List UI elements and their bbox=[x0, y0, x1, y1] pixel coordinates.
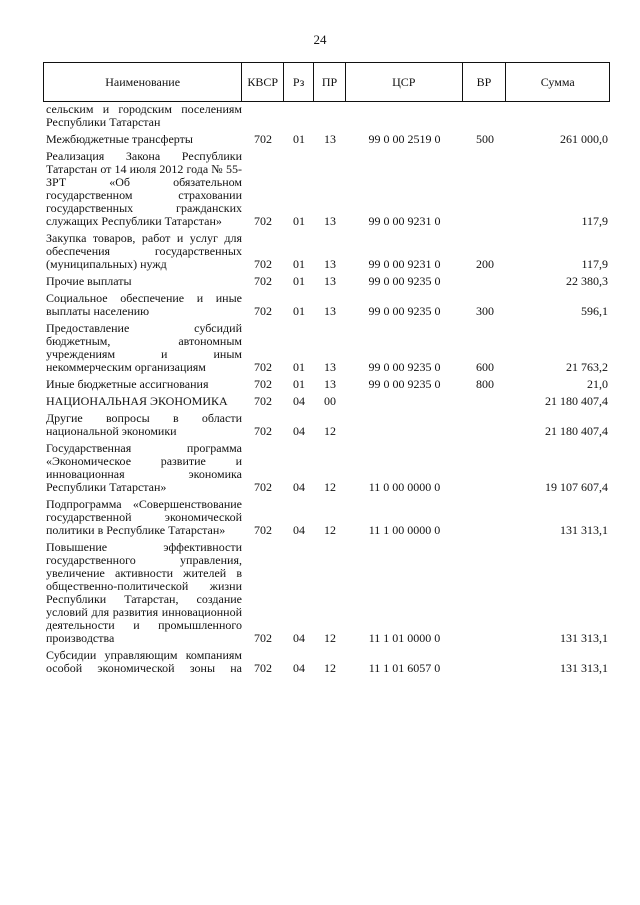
table-row bbox=[46, 292, 610, 318]
row-vr: 600 bbox=[476, 360, 494, 374]
row-kvsr: 702 bbox=[254, 377, 272, 391]
row-sum: 596,1 bbox=[581, 304, 608, 318]
row-name: Государственная программа «Экономическое развитие и инновационная экономика Республики Татарстан» bbox=[46, 441, 242, 494]
row-rz: 01 bbox=[293, 360, 305, 374]
row-pr: 12 bbox=[324, 661, 336, 675]
row-csr: 99 0 00 9235 0 bbox=[368, 377, 441, 391]
row-sum: 131 313,1 bbox=[560, 631, 608, 645]
row-rz: 04 bbox=[293, 394, 305, 408]
row-kvsr: 702 bbox=[254, 274, 272, 288]
row-rz: 01 bbox=[293, 132, 305, 146]
table-row bbox=[46, 442, 610, 494]
row-pr: 13 bbox=[324, 360, 336, 374]
row-name: НАЦИОНАЛЬНАЯ ЭКОНОМИКА bbox=[46, 394, 228, 408]
row-sum: 131 313,1 bbox=[560, 661, 608, 675]
table-row bbox=[46, 541, 610, 645]
row-kvsr: 702 bbox=[254, 214, 272, 228]
row-csr: 11 0 00 0000 0 bbox=[368, 480, 441, 494]
row-name: Прочие выплаты bbox=[46, 274, 132, 288]
row-rz: 04 bbox=[293, 424, 305, 438]
row-pr: 00 bbox=[324, 394, 336, 408]
row-kvsr: 702 bbox=[254, 257, 272, 271]
table-row bbox=[46, 133, 610, 146]
row-pr: 13 bbox=[324, 304, 336, 318]
row-rz: 01 bbox=[293, 257, 305, 271]
table-row bbox=[46, 232, 610, 271]
page-number: 24 bbox=[313, 32, 327, 47]
row-csr: 99 0 00 9235 0 bbox=[368, 274, 441, 288]
table-row bbox=[46, 322, 610, 374]
row-rz: 04 bbox=[293, 631, 305, 645]
row-pr: 12 bbox=[324, 523, 336, 537]
row-pr: 13 bbox=[324, 132, 336, 146]
row-pr: 13 bbox=[324, 257, 336, 271]
table-row bbox=[46, 649, 610, 675]
row-csr: 11 1 00 0000 0 bbox=[368, 523, 441, 537]
row-vr: 500 bbox=[476, 132, 494, 146]
row-sum: 19 107 607,4 bbox=[545, 480, 608, 494]
table-row bbox=[46, 150, 610, 228]
row-rz: 04 bbox=[293, 523, 305, 537]
table-header bbox=[43, 62, 610, 102]
row-kvsr: 702 bbox=[254, 394, 272, 408]
row-sum: 21,0 bbox=[587, 377, 608, 391]
row-csr: 11 1 01 0000 0 bbox=[368, 631, 441, 645]
row-pr: 12 bbox=[324, 480, 336, 494]
row-name: Повышение эффективности государственного управления, увеличение активности жителей в общественно-политической жизни Республики Татарстан, создание условий для развития инновационной деятельности и промышленного производства bbox=[46, 540, 242, 645]
row-name: Закупка товаров, работ и услуг для обеспечения государственных (муниципальных) нужд bbox=[46, 231, 242, 271]
row-name: Другие вопросы в области национальной экономики bbox=[46, 411, 242, 438]
row-rz: 01 bbox=[293, 214, 305, 228]
row-kvsr: 702 bbox=[254, 631, 272, 645]
row-sum: 21 180 407,4 bbox=[545, 424, 608, 438]
row-pr: 12 bbox=[324, 424, 336, 438]
row-name: Подпрограмма «Совершенствование государственной экономической политики в Республике Татарстан» bbox=[46, 497, 242, 537]
row-pr: 13 bbox=[324, 274, 336, 288]
row-rz: 01 bbox=[293, 377, 305, 391]
row-csr: 99 0 00 9231 0 bbox=[368, 214, 441, 228]
row-kvsr: 702 bbox=[254, 480, 272, 494]
row-pr: 12 bbox=[324, 631, 336, 645]
row-name: Межбюджетные трансферты bbox=[46, 132, 193, 146]
row-sum: 131 313,1 bbox=[560, 523, 608, 537]
col-header-name: Наименование bbox=[44, 63, 242, 101]
row-vr: 800 bbox=[476, 377, 494, 391]
row-vr: 300 bbox=[476, 304, 494, 318]
row-kvsr: 702 bbox=[254, 132, 272, 146]
table-body bbox=[46, 103, 610, 675]
row-kvsr: 702 bbox=[254, 661, 272, 675]
row-rz: 04 bbox=[293, 480, 305, 494]
row-csr: 99 0 00 9231 0 bbox=[368, 257, 441, 271]
row-kvsr: 702 bbox=[254, 304, 272, 318]
row-csr: 99 0 00 2519 0 bbox=[368, 132, 441, 146]
row-kvsr: 702 bbox=[254, 360, 272, 374]
col-header-vr: ВР bbox=[463, 63, 507, 101]
row-sum: 117,9 bbox=[581, 214, 608, 228]
row-name: Иные бюджетные ассигнования bbox=[46, 377, 209, 391]
table-row bbox=[46, 412, 610, 438]
row-name: сельским и городским поселениям Республики Татарстан bbox=[46, 102, 242, 129]
row-vr: 200 bbox=[476, 257, 494, 271]
col-header-pr: ПР bbox=[314, 63, 346, 101]
table-row bbox=[46, 275, 610, 288]
row-csr: 99 0 00 9235 0 bbox=[368, 360, 441, 374]
row-rz: 01 bbox=[293, 304, 305, 318]
row-sum: 21 763,2 bbox=[566, 360, 608, 374]
row-rz: 01 bbox=[293, 274, 305, 288]
col-header-kvsr: КВСР bbox=[242, 63, 284, 101]
row-csr: 11 1 01 6057 0 bbox=[368, 661, 441, 675]
table-row bbox=[46, 498, 610, 537]
row-name: Субсидии управляющим компаниям особой экономической зоны на bbox=[46, 648, 242, 675]
row-sum: 261 000,0 bbox=[560, 132, 608, 146]
row-kvsr: 702 bbox=[254, 424, 272, 438]
row-sum: 117,9 bbox=[581, 257, 608, 271]
row-csr: 99 0 00 9235 0 bbox=[368, 304, 441, 318]
row-kvsr: 702 bbox=[254, 523, 272, 537]
col-header-csr: ЦСР bbox=[346, 63, 463, 101]
table-row bbox=[46, 395, 610, 408]
table-row bbox=[46, 378, 610, 391]
table-row bbox=[46, 103, 610, 129]
row-sum: 21 180 407,4 bbox=[545, 394, 608, 408]
row-name: Реализация Закона Республики Татарстан от 14 июля 2012 года № 55-ЗРТ «Об обязательном государственном страховании государственных гражданских служащих Республики Татарстан» bbox=[46, 149, 242, 228]
col-header-rz: Рз bbox=[284, 63, 314, 101]
row-pr: 13 bbox=[324, 214, 336, 228]
col-header-sum: Сумма bbox=[540, 74, 575, 89]
row-name: Предоставление субсидий бюджетным, автономным учреждениям и иным некоммерческим организациям bbox=[46, 321, 242, 374]
row-pr: 13 bbox=[324, 377, 336, 391]
row-name: Социальное обеспечение и иные выплаты населению bbox=[46, 291, 242, 318]
row-sum: 22 380,3 bbox=[566, 274, 608, 288]
row-rz: 04 bbox=[293, 661, 305, 675]
